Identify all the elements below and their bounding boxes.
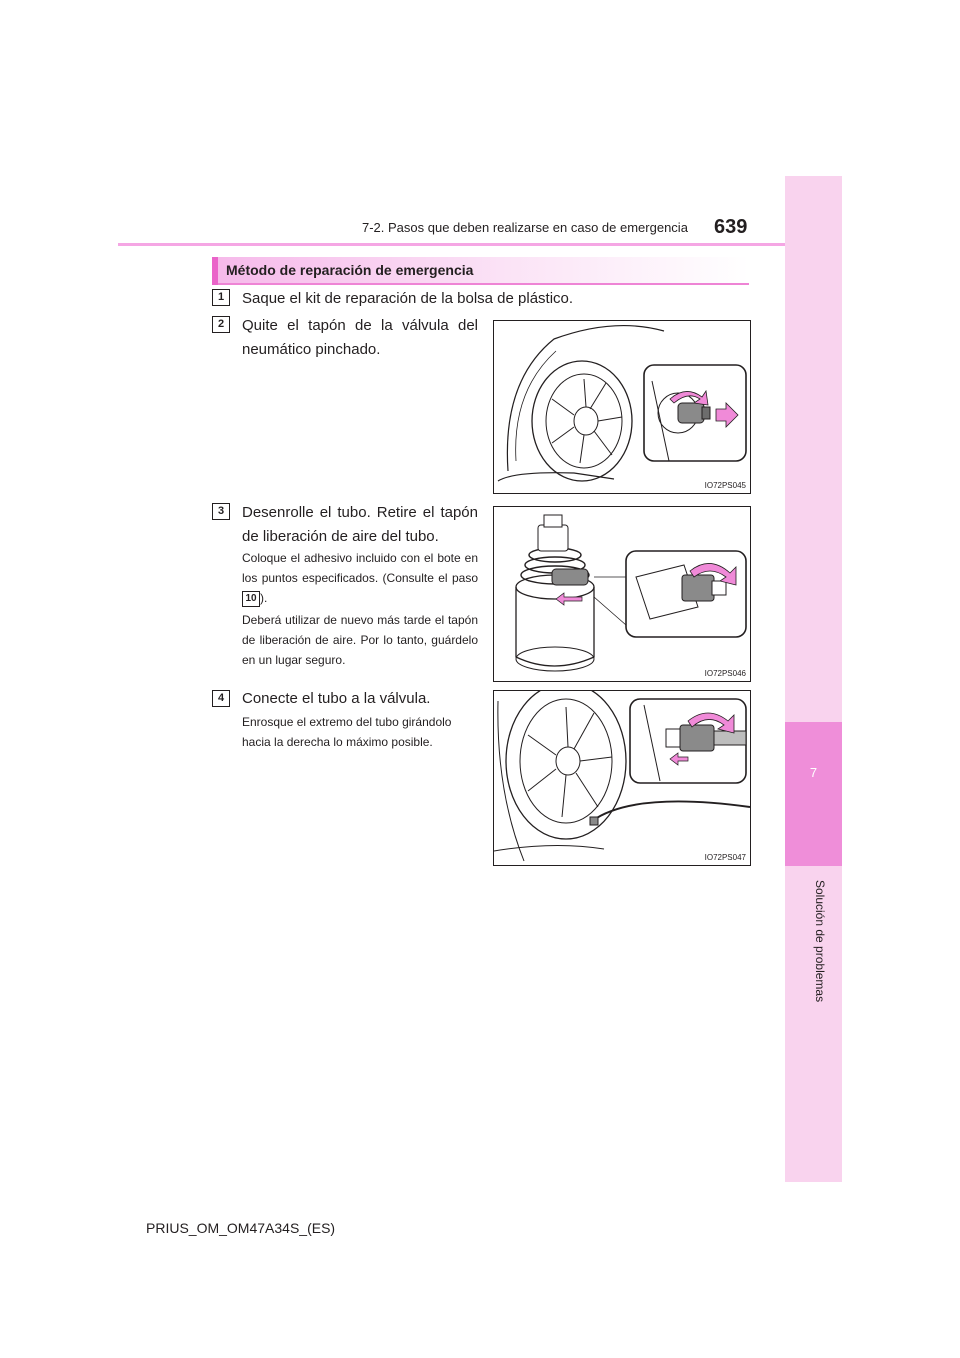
header-title: 7-2. Pasos que deben realizarse en caso de emergencia <box>362 220 688 235</box>
step-3-text: Desenrolle el tubo. Retire el tapón de liberación de aire del tubo. <box>242 504 478 545</box>
step-4-text: Conecte el tubo a la válvula. <box>242 690 431 707</box>
step-1-badge: 1 <box>212 289 230 306</box>
chapter-number: 7 <box>809 765 818 780</box>
page-number: 639 <box>714 216 748 238</box>
section-heading: Método de reparación de emergencia <box>226 262 474 278</box>
chapter-label: Solución de problemas <box>813 880 827 1003</box>
step-2-badge: 2 <box>212 316 230 333</box>
step-1-text: Saque el kit de reparación de la bolsa de plástico. <box>242 290 574 307</box>
step-4-note: Enrosque el extremo del tubo girándolo hacia la derecha lo máximo posible. <box>242 715 452 749</box>
step-4-badge: 4 <box>212 690 230 707</box>
figure-air-release-cap <box>493 506 751 682</box>
chapter-side-tab <box>785 176 842 1182</box>
figure-valve-cap-removal <box>493 320 751 494</box>
step-3-note-1 <box>242 548 478 608</box>
step-3-badge: 3 <box>212 503 230 520</box>
hose-valve-illustration <box>494 691 750 865</box>
chapter-marker <box>785 722 842 866</box>
sealant-bottle-illustration <box>494 507 750 681</box>
step-3-note-1-text: Coloque el adhesivo incluido con el bote en los puntos especificados. (Consulte el paso <box>242 551 478 585</box>
step-2-text: Quite el tapón de la válvula del neumático pinchado. <box>242 317 478 358</box>
figure-code: IO72PS045 <box>704 481 746 490</box>
figure-hose-connection <box>493 690 751 866</box>
figure-code: IO72PS047 <box>704 853 746 862</box>
section-heading-accent <box>212 257 218 285</box>
figure-code: IO72PS046 <box>704 669 746 678</box>
step-3-note-1-end: ). <box>260 591 268 605</box>
step-reference-badge: 10 <box>242 591 260 607</box>
footer-document-code: PRIUS_OM_OM47A34S_(ES) <box>146 1220 336 1236</box>
wheel-valve-illustration <box>494 321 750 493</box>
header-divider <box>118 243 786 246</box>
step-3-note-2: Deberá utilizar de nuevo más tarde el tapón de liberación de aire. Por lo tanto, guárdelo en un lugar seguro. <box>242 613 478 667</box>
